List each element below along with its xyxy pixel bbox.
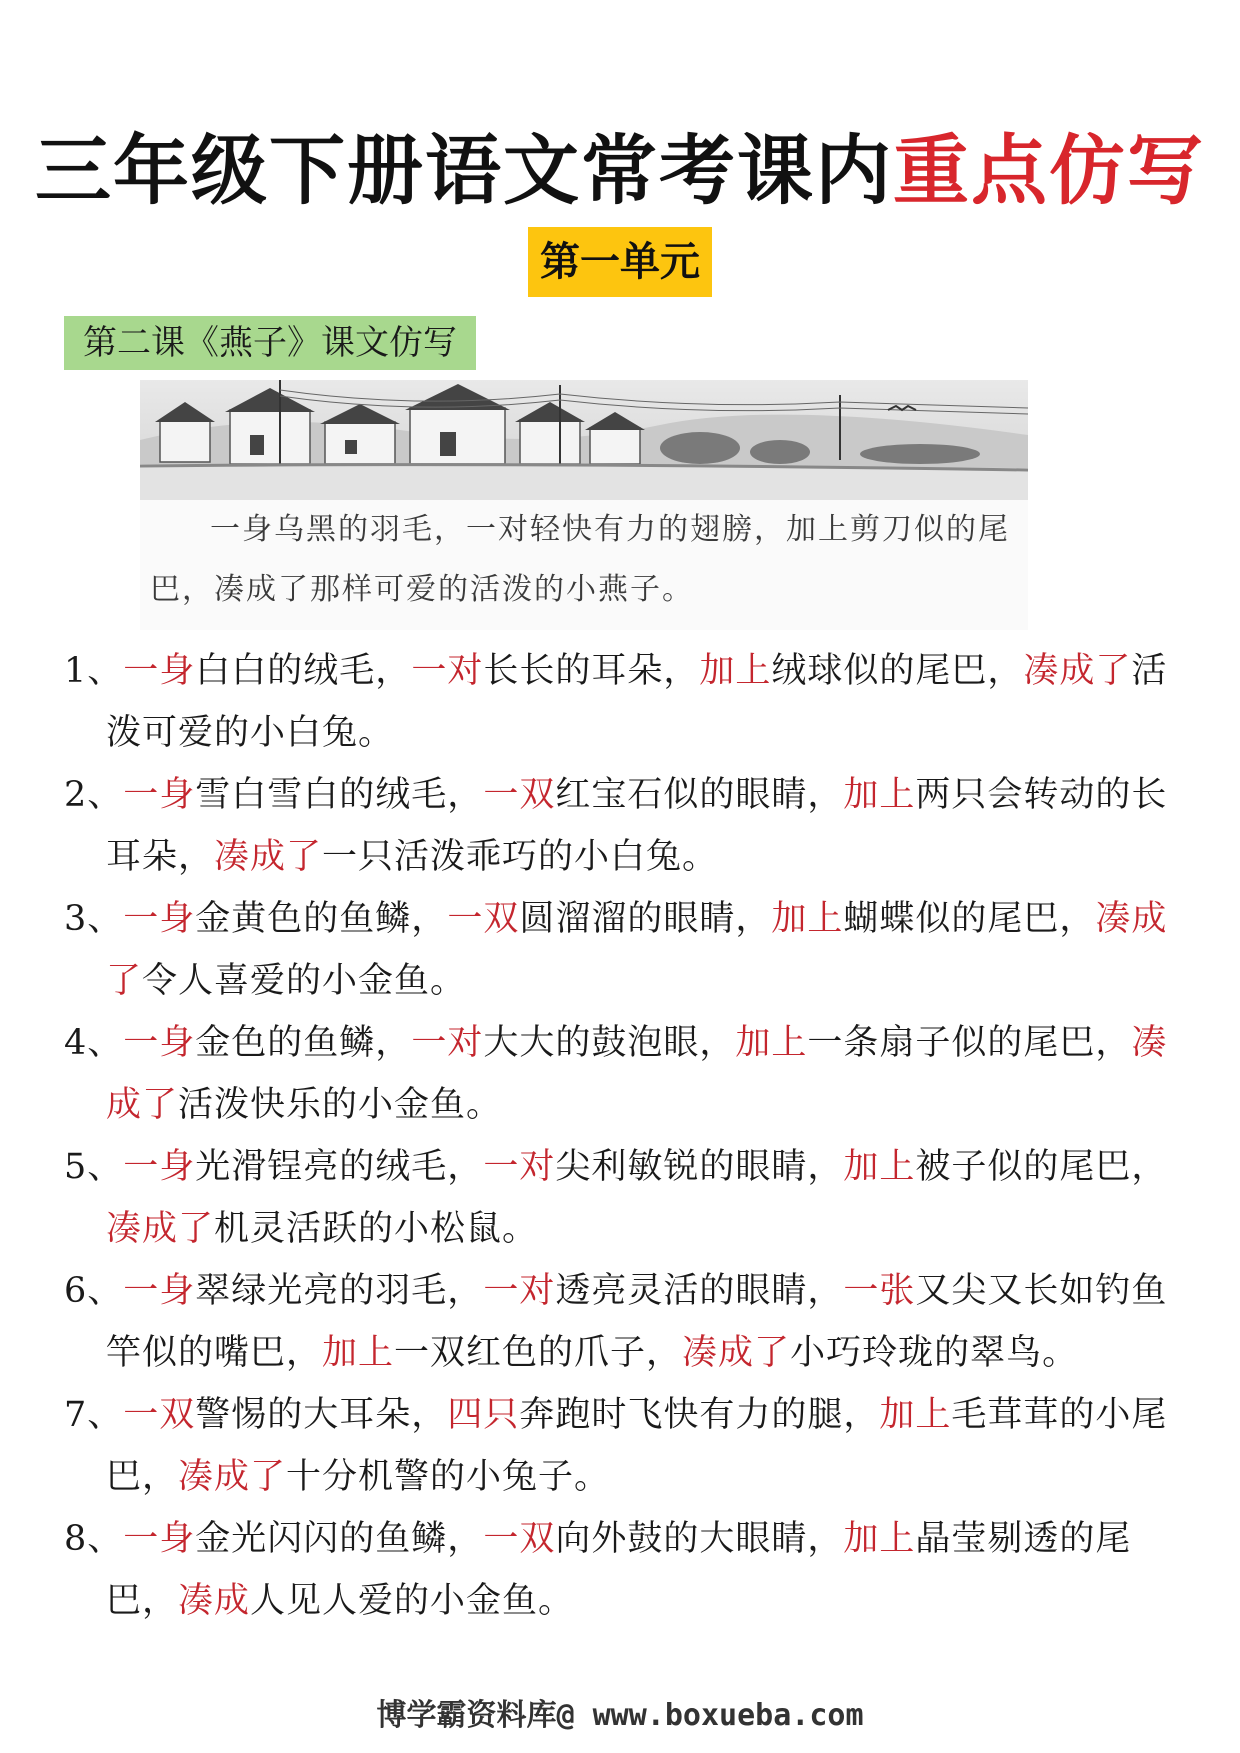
keyword-highlight: 一身	[123, 899, 196, 939]
sentence-text: 小巧玲珑的翠鸟。	[790, 1333, 1079, 1373]
keyword-highlight: 一双	[447, 899, 520, 939]
sentence-text: 翠绿光亮的羽毛，	[195, 1271, 484, 1311]
figure-caption: 一身乌黑的羽毛，一对轻快有力的翅膀，加上剪刀似的尾巴，凑成了那样可爱的活泼的小燕子。	[150, 512, 1010, 607]
sentence-text: 绒球似的尾巴，	[771, 651, 1024, 691]
list-item	[64, 640, 1184, 764]
keyword-highlight: 一张	[843, 1271, 916, 1311]
title-main: 三年级下册语文常考课内	[35, 126, 893, 215]
sentence-text: 一只活泼乖巧的小白兔。	[322, 837, 719, 877]
sentence-text: 人见人爱的小金鱼。	[250, 1581, 575, 1621]
keyword-highlight: 四只	[447, 1395, 520, 1435]
sentence-text: 大大的鼓泡眼，	[483, 1023, 736, 1063]
keyword-highlight: 加上	[843, 1147, 916, 1187]
sentence-text: 金光闪闪的鱼鳞，	[195, 1519, 484, 1559]
keyword-highlight: 加上	[879, 1395, 952, 1435]
lesson-label: 第二课《燕子》课文仿写	[64, 316, 476, 370]
sentence-text: 一条扇子似的尾巴，	[807, 1023, 1132, 1063]
sentence-text: 蝴蝶似的尾巴，	[843, 899, 1096, 939]
sentence-text: 6、	[64, 1271, 124, 1311]
sentence-text: 机灵活跃的小松鼠。	[214, 1209, 539, 1249]
sentence-text: 4、	[64, 1023, 124, 1063]
sentence-text: 金黄色的鱼鳞，	[195, 899, 448, 939]
unit-label: 第一单元	[528, 227, 712, 297]
sentence-text: 长长的耳朵，	[483, 651, 700, 691]
imitation-list	[64, 640, 1184, 1632]
keyword-highlight: 一身	[123, 1271, 196, 1311]
keyword-highlight: 一身	[123, 1147, 196, 1187]
keyword-highlight: 一身	[123, 775, 196, 815]
sentence-text: 金色的鱼鳞，	[195, 1023, 412, 1063]
sentence-text: 8、	[64, 1519, 124, 1559]
keyword-highlight: 一身	[123, 1023, 196, 1063]
keyword-highlight: 加上	[843, 775, 916, 815]
keyword-highlight: 一身	[123, 651, 196, 691]
sentence-text: 3、	[64, 899, 124, 939]
keyword-highlight: 加上	[735, 1023, 808, 1063]
keyword-highlight: 加上	[699, 651, 772, 691]
sentence-text: 圆溜溜的眼睛，	[519, 899, 772, 939]
sentence-text: 十分机警的小兔子。	[286, 1457, 611, 1497]
list-item	[64, 1260, 1184, 1384]
sentence-text: 被子似的尾巴，	[915, 1147, 1168, 1187]
keyword-highlight: 凑成了	[682, 1333, 791, 1373]
keyword-highlight: 一对	[483, 1271, 556, 1311]
keyword-highlight: 凑成了	[106, 1209, 215, 1249]
keyword-highlight: 凑成了	[106, 1023, 1168, 1125]
sentence-text: 毛茸茸的小尾巴，	[106, 1395, 1168, 1497]
keyword-highlight: 一对	[411, 1023, 484, 1063]
footer-watermark: 博学霸资料库@ www.boxueba.com	[376, 1698, 864, 1733]
sentence-text: 7、	[64, 1395, 124, 1435]
sentence-text: 2、	[64, 775, 124, 815]
sentence-text: 活泼可爱的小白兔。	[106, 651, 1168, 753]
list-item	[64, 1136, 1184, 1260]
page-title	[0, 110, 1240, 219]
list-item	[64, 1012, 1184, 1136]
sentence-text: 光滑锃亮的绒毛，	[195, 1147, 484, 1187]
keyword-highlight: 一身	[123, 1519, 196, 1559]
keyword-highlight: 加上	[771, 899, 844, 939]
sentence-text: 晶莹剔透的尾巴，	[106, 1519, 1132, 1621]
sentence-text: 两只会转动的长耳朵，	[106, 775, 1168, 877]
keyword-highlight: 凑成了	[106, 899, 1168, 1001]
village-illustration	[140, 380, 1028, 500]
sentence-text: 令人喜爱的小金鱼。	[142, 961, 467, 1001]
sentence-text: 活泼快乐的小金鱼。	[178, 1085, 503, 1125]
sentence-text: 1、	[64, 651, 124, 691]
sentence-text: 尖利敏锐的眼睛，	[555, 1147, 844, 1187]
sentence-text: 奔跑时飞快有力的腿，	[519, 1395, 880, 1435]
keyword-highlight: 一双	[123, 1395, 196, 1435]
list-item	[64, 764, 1184, 888]
list-item	[64, 1384, 1184, 1508]
keyword-highlight: 凑成了	[178, 1457, 287, 1497]
keyword-highlight: 加上	[322, 1333, 395, 1373]
sentence-text: 红宝石似的眼睛，	[555, 775, 844, 815]
sentence-text: 透亮灵活的眼睛，	[555, 1271, 844, 1311]
list-item	[64, 888, 1184, 1012]
textbook-figure	[140, 380, 1028, 630]
keyword-highlight: 一对	[483, 1147, 556, 1187]
sentence-text: 雪白雪白的绒毛，	[195, 775, 484, 815]
keyword-highlight: 凑成了	[214, 837, 323, 877]
sentence-text: 向外鼓的大眼睛，	[555, 1519, 844, 1559]
sentence-text: 5、	[64, 1147, 124, 1187]
keyword-highlight: 凑成了	[1023, 651, 1132, 691]
list-item	[64, 1508, 1184, 1632]
keyword-highlight: 一对	[411, 651, 484, 691]
sentence-text: 白白的绒毛，	[195, 651, 412, 691]
sentence-text: 警惕的大耳朵，	[195, 1395, 448, 1435]
keyword-highlight: 一双	[483, 775, 556, 815]
keyword-highlight: 加上	[843, 1519, 916, 1559]
keyword-highlight: 一双	[483, 1519, 556, 1559]
sentence-text: 又尖又长如钓鱼竿似的嘴巴，	[106, 1271, 1168, 1373]
keyword-highlight: 凑成	[178, 1581, 251, 1621]
title-highlight: 重点仿写	[893, 126, 1205, 215]
sentence-text: 一双红色的爪子，	[394, 1333, 683, 1373]
